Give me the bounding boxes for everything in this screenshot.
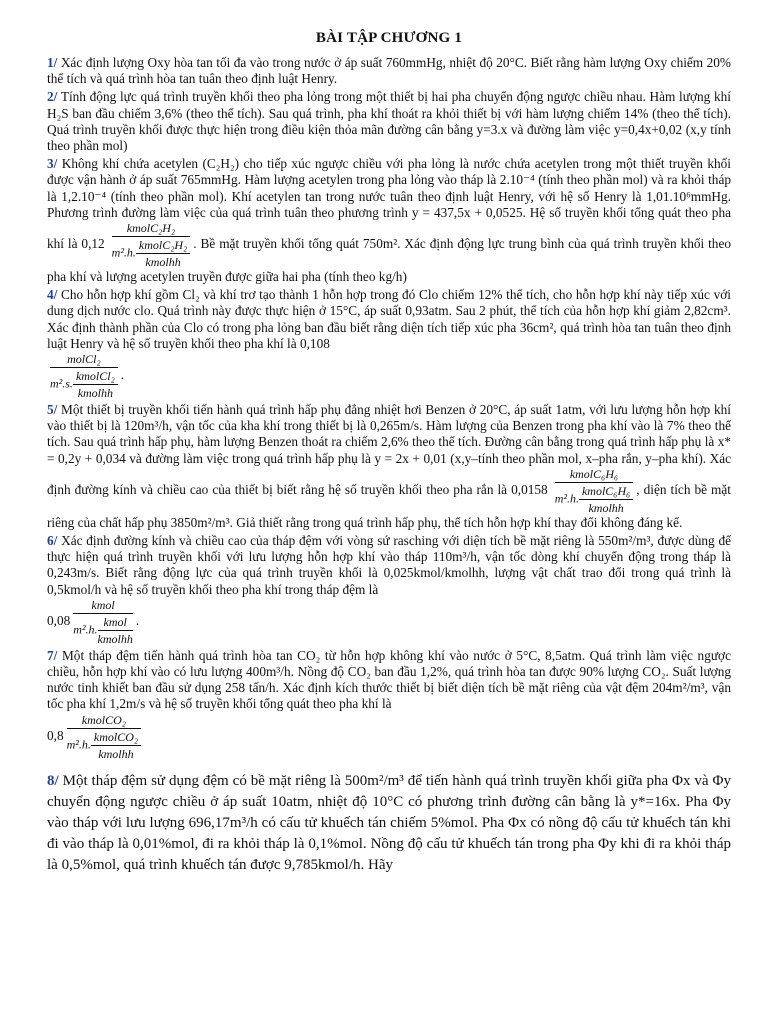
coefficient-value: 0,08 bbox=[47, 612, 71, 628]
mass-transfer-coefficient-fraction bbox=[50, 352, 118, 400]
fraction-denominator bbox=[50, 368, 118, 400]
exercise-number: 6/ bbox=[47, 533, 58, 549]
exercise-text: Một tháp đệm sử dụng đệm có bề mặt riêng là 500m²/m³ để tiến hành quá trình truyền khối giữa pha Φx và Φy chuyển động ngược chiều ở áp suất 10atm, nhiệt độ 10°C có phương trình đường cân bằng là y*=16x. Pha Φy vào tháp với lưu lượng 696,17m³/h có cấu tử khuếch tán chiếm 5%mol. Pha Φx có nồng độ cấu tử khuếch tán khi đi vào tháp là 0,01%mol, đi ra khỏi tháp là 0,1%mol. Nồng độ cấu tử khuếch tán trong pha Φy khi đi ra khỏi tháp là 0,5%mol, quá trình khuếch tán được 9,785kmol/h. Hãy bbox=[47, 772, 731, 873]
fraction-denominator-prefix: m².s. bbox=[50, 376, 73, 391]
exercise-text: Một thiết bị truyền khối tiến hành quá trình hấp phụ đẳng nhiệt hơi Benzen ở 20°C, áp suất 1atm, với lưu lượng hỗn hợp khí vào thiết bị là 120m³/h, vận tốc của kha khí trong thiết bị là 0,265m/s. Hàm lượng của Benzen trong pha khí vào là 7% theo thể tích. Sau quá trình hấp phụ, hàm lượng Benzen thoát ra chiếm 2,6% theo thể tích. Đường cân bằng trong quá trình hấp phụ là x* = 0,2y + 0,034 và đường làm việc trong quá trình hấp phụ là y = 2x + 0,01 (x,y–tính theo phần mol, x–pha rắn, y–pha khí). Xác định đường kính và chiều cao của thiết bị biết rằng hệ số truyền khối theo pha rắn là 0,0158 bbox=[47, 402, 731, 497]
exercise-text-continued: . bbox=[135, 612, 140, 628]
inner-denominator: kmolhh bbox=[98, 746, 134, 761]
exercise-number: 7/ bbox=[47, 647, 58, 663]
inner-fraction bbox=[73, 369, 118, 400]
exercise-text: Không khí chứa acetylen (C₂H₂) cho tiếp xúc ngược chiều với pha lỏng là nước chứa acetylen trong một thiết truyền khối được vận hành ở áp suất 765mmHg. Hàm lượng acetylen trong pha lỏng vào tháp là 2.10⁻⁴ (tính theo phần mol) và ra khỏi tháp là 1,2.10⁻⁴ (tính theo phần mol). Khí acetylen tan trong nước tuân theo định luật Henry, với hệ số Henry là 1,01.10⁶mmHg. Phương trình đường làm việc của quá trình tuân theo phương trình y = 437,5x + 0,0525. Hệ số truyền khối tổng quát theo pha khí là 0,12 bbox=[47, 156, 731, 252]
fraction-denominator-prefix: m².h. bbox=[111, 245, 136, 260]
inner-fraction bbox=[98, 615, 133, 646]
fraction-denominator-prefix: m².h. bbox=[554, 491, 579, 506]
exercise-text-continued: . bbox=[120, 367, 125, 383]
exercise-number: 1/ bbox=[47, 55, 58, 70]
exercise-7 bbox=[47, 648, 731, 761]
fraction-denominator bbox=[112, 237, 191, 269]
exercise-4 bbox=[47, 287, 731, 400]
exercise-text: Một tháp đệm tiến hành quá trình hòa tan CO₂ từ hỗn hợp không khí vào nước ở 5°C, 8,5atm. Quá trình làm việc ngược chiều, hỗn hợp khí vào có lưu lượng 400m³/h. Nồng độ CO₂ ban đầu 1,2%, quá trình hòa tan được 90% lượng CO₂. Suất lượng nước tinh khiết ban đầu sử dụng 258 tấn/h. Xác định kích thước thiết bị biết diện tích bề mặt riêng của vật đệm 204m²/m³, vận tốc pha khí 1,2m/s và hệ số truyền khối tổng quát theo pha khí là bbox=[47, 647, 731, 712]
inner-denominator: kmolhh bbox=[77, 386, 114, 401]
mass-transfer-coefficient-fraction bbox=[67, 713, 141, 761]
fraction-denominator bbox=[73, 614, 133, 646]
exercise-1 bbox=[47, 55, 731, 87]
exercise-text-continued: , diện tích bề mặt riêng của chất hấp phụ 3850m²/m³. Giả thiết rằng trong quá trình hấp phụ, thể tích hỗn hợp khí thay đổi không đáng kể. bbox=[47, 481, 731, 530]
page-title: BÀI TẬP CHƯƠNG 1 bbox=[315, 30, 463, 46]
fraction-numerator: kmol bbox=[73, 598, 133, 614]
inner-fraction bbox=[91, 730, 141, 761]
exercise-number: 3/ bbox=[47, 156, 58, 172]
fraction-denominator-prefix: m².h. bbox=[73, 622, 98, 637]
coefficient-value: 0,8 bbox=[47, 727, 64, 743]
inner-numerator: kmolCO₂ bbox=[91, 730, 141, 746]
exercise-text: Xác định lượng Oxy hòa tan tối đa vào trong nước ở áp suất 760mmHg, nhiệt độ 20°C. Biết rằng hàm lượng Oxy chiếm 20% thể tích và quá trình hòa tan tuân theo định luật Henry. bbox=[47, 55, 731, 87]
inner-numerator: kmolCl₂ bbox=[73, 369, 118, 385]
exercise-number: 4/ bbox=[47, 287, 58, 303]
mass-transfer-coefficient-fraction bbox=[555, 467, 634, 515]
exercise-text: Tính động lực quá trình truyền khối theo pha lỏng trong một thiết bị hai pha chuyển động ngược chiều nhau. Hàm lượng khí H₂S ban đầu chiếm 3,6% (theo thể tích). Sau quá trình, pha khí thoát ra khỏi thiết bị với hàm lượng chiếm 14% (theo thể tích). Quá trình truyền khối được thực hiện trong điều kiện thỏa mãn đường cân bằng y=3.x và đường làm việc y=0,4x+0,02 (x,y tính theo phần mol) bbox=[47, 89, 731, 154]
fraction-numerator: kmolCO₂ bbox=[67, 713, 141, 729]
exercise-5 bbox=[47, 402, 731, 531]
exercise-2 bbox=[47, 89, 731, 154]
mass-transfer-coefficient-fraction bbox=[112, 221, 191, 269]
exercise-6 bbox=[47, 533, 731, 646]
mass-transfer-coefficient-fraction bbox=[73, 598, 133, 646]
inner-denominator: kmolhh bbox=[588, 500, 624, 515]
exercise-number: 2/ bbox=[47, 89, 58, 105]
exercise-number: 5/ bbox=[47, 402, 58, 418]
exercise-text: Xác định đường kính và chiều cao của tháp đệm với vòng sứ rasching với diện tích bề mặt riêng là 550m²/m³, được dùng để thực hiện quá trình truyền khối với lưu lượng hỗn hợp khí vào tháp 110m³/h, vận tốc dòng khí chuyển động trong tháp là 0,243m/s. Biết rằng động lực của quá trình truyền khối là 0,025kmol/kmolhh, lượng vật chất trao đổi trong quá trình là 0,5kmol/h và hệ số truyền khối theo pha khí trong tháp đệm là bbox=[47, 533, 731, 597]
inner-fraction bbox=[579, 484, 633, 515]
inner-denominator: kmolhh bbox=[145, 255, 181, 270]
inner-fraction bbox=[136, 238, 190, 269]
exercise-8 bbox=[47, 771, 731, 876]
fraction-denominator-prefix: m².h. bbox=[66, 736, 91, 751]
fraction-numerator: kmolC₂H₂ bbox=[112, 221, 191, 237]
fraction-denominator bbox=[555, 483, 634, 515]
fraction-numerator: kmolC₆H₆ bbox=[555, 467, 634, 483]
document-page bbox=[47, 30, 731, 878]
inner-denominator: kmolhh bbox=[97, 631, 133, 646]
fraction-numerator: molCl₂ bbox=[50, 352, 118, 368]
inner-numerator: kmolC₂H₂ bbox=[136, 238, 190, 254]
exercise-number: 8/ bbox=[47, 772, 59, 789]
inner-numerator: kmolC₆H₆ bbox=[579, 484, 633, 500]
fraction-denominator bbox=[67, 729, 141, 761]
exercise-text: Cho hỗn hợp khí gồm Cl₂ và khí trơ tạo thành 1 hỗn hợp trong đó Clo chiếm 12% thể tích, cho hỗn hợp khí này tiếp xúc với dung dịch nước clo. Quá trình này được thực hiện ở 15°C, áp suất 0,93atm. Sau 2 phút, thể tích của hỗn hợp khí giảm 2,82cm³. Xác định thành phần của Clo có trong pha lỏng ban đầu biết rằng diện tích tiếp xúc pha 36cm², quá trình hòa tan tuân theo định luật Henry và hệ số truyền khối theo pha khí là 0,108 bbox=[47, 287, 731, 351]
inner-numerator: kmol bbox=[98, 615, 133, 631]
exercise-3 bbox=[47, 156, 731, 285]
exercise-text-continued: . Bề mặt truyền khối tổng quát 750m². Xác định động lực trung bình của quá trình truyền khối theo pha khí và lượng acetylen truyền được giữa hai pha (tính theo kg/h) bbox=[47, 236, 732, 285]
